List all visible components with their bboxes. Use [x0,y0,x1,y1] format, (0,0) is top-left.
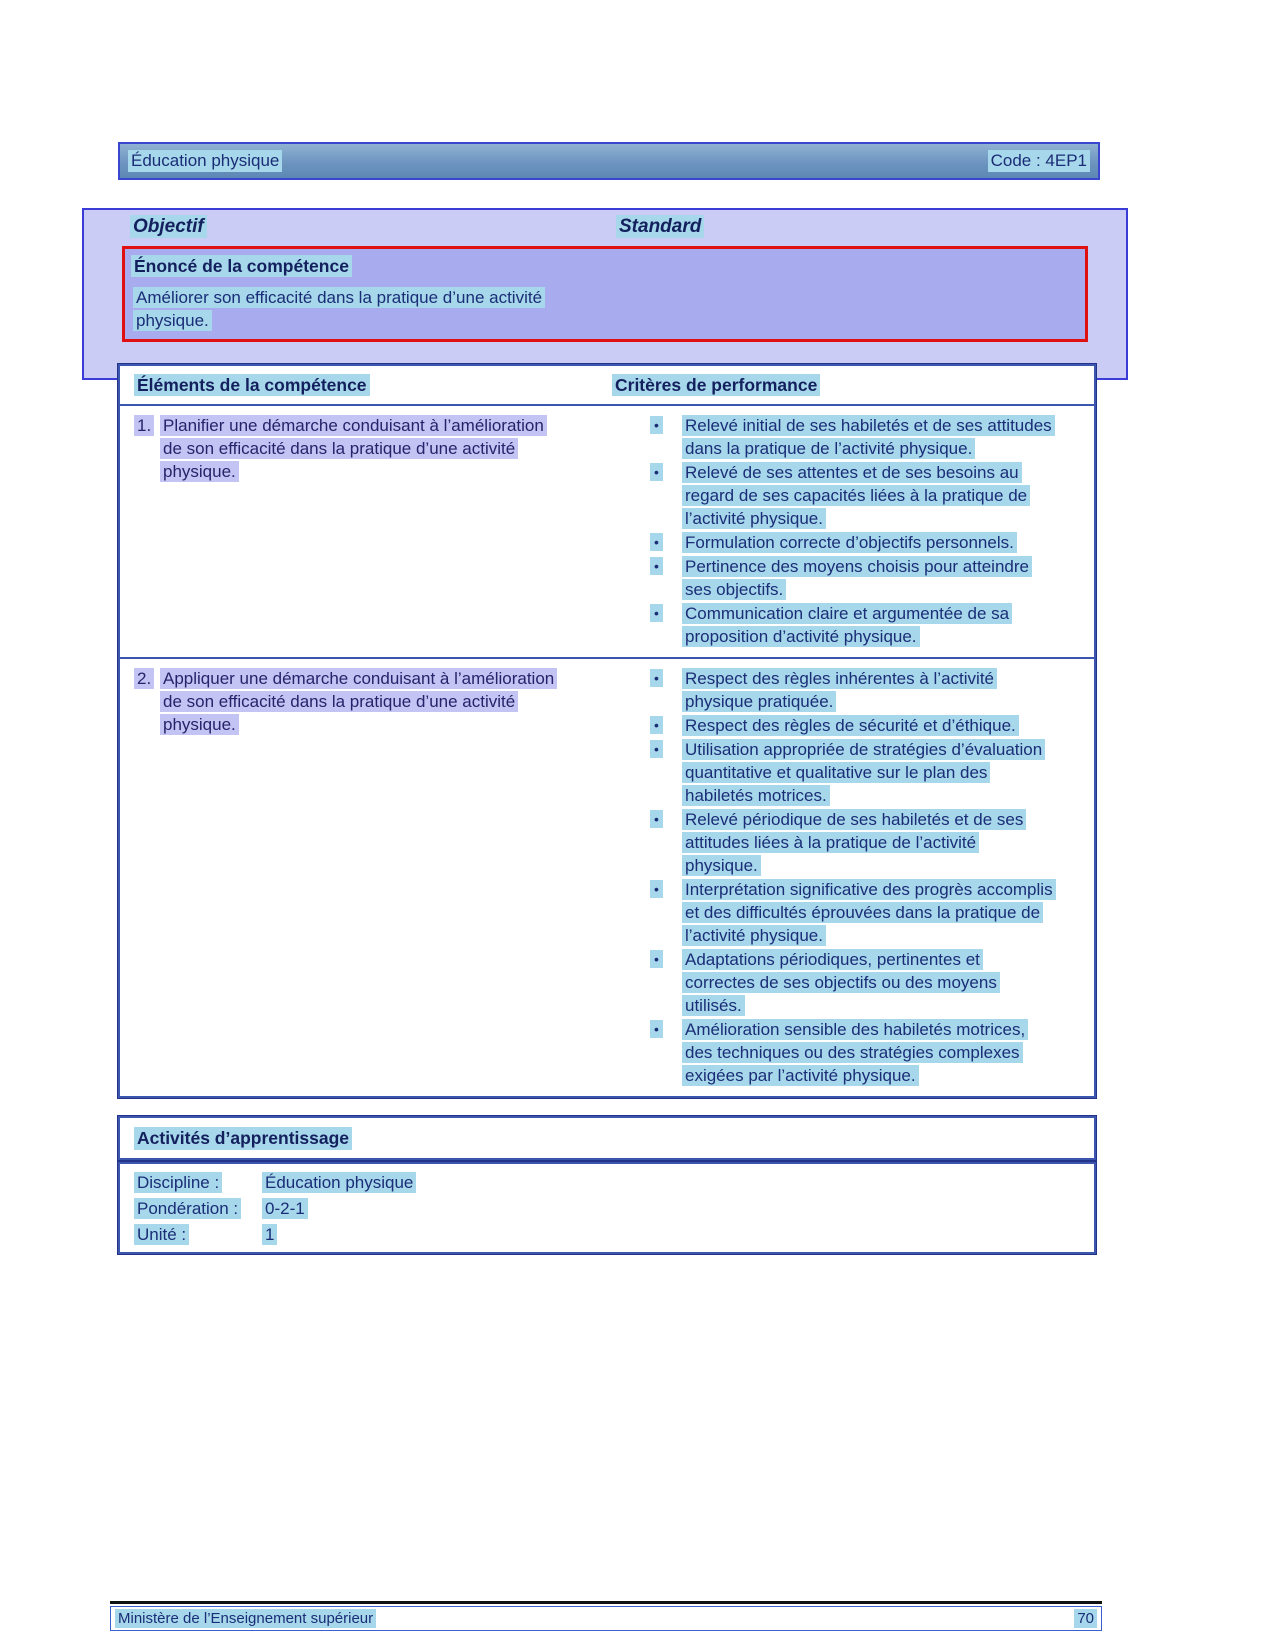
ponderation-label: Pondération : [134,1196,262,1222]
criterion-text: Amélioration sensible des habiletés motrices, des techniques ou des stratégies complexes exigées par l’activité physique. [682,1018,1054,1087]
list-item [650,808,1084,877]
bullet-icon: • [650,1018,682,1041]
discipline-label: Discipline : [134,1170,262,1196]
criterion-text: Communication claire et argumentée de sa proposition d’activité physique. [682,602,1054,648]
element-text: Planifier une démarche conduisant à l’amélioration de son efficacité dans la pratique d’une activité physique. [160,414,562,483]
unite-value: 1 [262,1222,277,1248]
detail-row-discipline [134,1170,1094,1196]
detail-row-ponderation [134,1196,1094,1222]
list-item [650,555,1084,601]
table-row [120,659,1094,1096]
enonce-title: Énoncé de la compétence [125,249,1085,279]
criteria-cell [600,665,1094,1088]
enonce-box [122,246,1088,342]
criterion-text: Utilisation appropriée de stratégies d’évaluation quantitative et qualitative sur le plan des habiletés motrices. [682,738,1054,807]
competence-table [118,364,1096,1098]
bullet-icon: • [650,602,682,625]
bullet-icon: • [650,461,682,484]
column-header-elements: Éléments de la compétence [120,375,600,396]
activities-title: Activités d’apprentissage [134,1127,352,1150]
discipline-value: Éducation physique [262,1170,416,1196]
objectif-standard-section [82,208,1128,380]
list-item [650,738,1084,807]
element-cell [120,665,600,1088]
list-item [650,714,1084,737]
list-item [650,414,1084,460]
element-text: Appliquer une démarche conduisant à l’amélioration de son efficacité dans la pratique d’une activité physique. [160,667,562,736]
element-number: 1. [134,414,160,437]
criterion-text: Formulation correcte d’objectifs personnels. [682,531,1017,554]
unite-label: Unité : [134,1222,262,1248]
list-item [650,531,1084,554]
list-item [650,878,1084,947]
bullet-icon: • [650,555,682,578]
list-item [650,667,1084,713]
footer-divider [110,1601,1102,1604]
bullet-icon: • [650,738,682,761]
element-cell [120,412,600,649]
criterion-text: Relevé initial de ses habiletés et de ses attitudes dans la pratique de l’activité physique. [682,414,1054,460]
page-number: 70 [1074,1609,1097,1628]
criterion-text: Interprétation significative des progrès accomplis et des difficultés éprouvées dans la pratique de l’activité physique. [682,878,1054,947]
bullet-icon: • [650,878,682,901]
bullet-icon: • [650,667,682,690]
list-item [650,602,1084,648]
document-code: Code : 4EP1 [988,150,1090,172]
list-item [650,461,1084,530]
footer-ministry: Ministère de l’Enseignement supérieur [115,1609,376,1628]
criterion-text: Respect des règles inhérentes à l’activité physique pratiquée. [682,667,1054,713]
table-row [120,406,1094,659]
criterion-text: Adaptations périodiques, pertinentes et correctes de ses objectifs ou des moyens utilisés. [682,948,1054,1017]
standard-heading: Standard [616,216,704,238]
list-item [650,1018,1084,1087]
document-title: Éducation physique [128,150,282,172]
table-header-row [120,366,1094,406]
bullet-icon: • [650,714,682,737]
column-header-criteres: Critères de performance [600,375,1094,396]
bullet-icon: • [650,808,682,831]
page-footer [110,1606,1102,1631]
criterion-text: Relevé de ses attentes et de ses besoins au regard de ses capacités liées à la pratique de l’activité physique. [682,461,1054,530]
activities-detail-box [118,1162,1096,1254]
element-number: 2. [134,667,160,690]
criterion-text: Pertinence des moyens choisis pour atteindre ses objectifs. [682,555,1054,601]
criterion-text: Respect des règles de sécurité et d’éthique. [682,714,1019,737]
enonce-body: Améliorer son efficacité dans la pratique d’une activité physique. [125,279,577,339]
bullet-icon: • [650,531,682,554]
bullet-icon: • [650,948,682,971]
list-item [650,948,1084,1017]
criteria-cell [600,412,1094,649]
bullet-icon: • [650,414,682,437]
ponderation-value: 0-2-1 [262,1196,308,1222]
detail-row-unite [134,1222,1094,1248]
criterion-text: Relevé périodique de ses habiletés et de ses attitudes liées à la pratique de l’activité physique. [682,808,1054,877]
objectif-heading: Objectif [130,216,207,238]
page-header [118,142,1100,180]
activities-title-box [118,1116,1096,1160]
